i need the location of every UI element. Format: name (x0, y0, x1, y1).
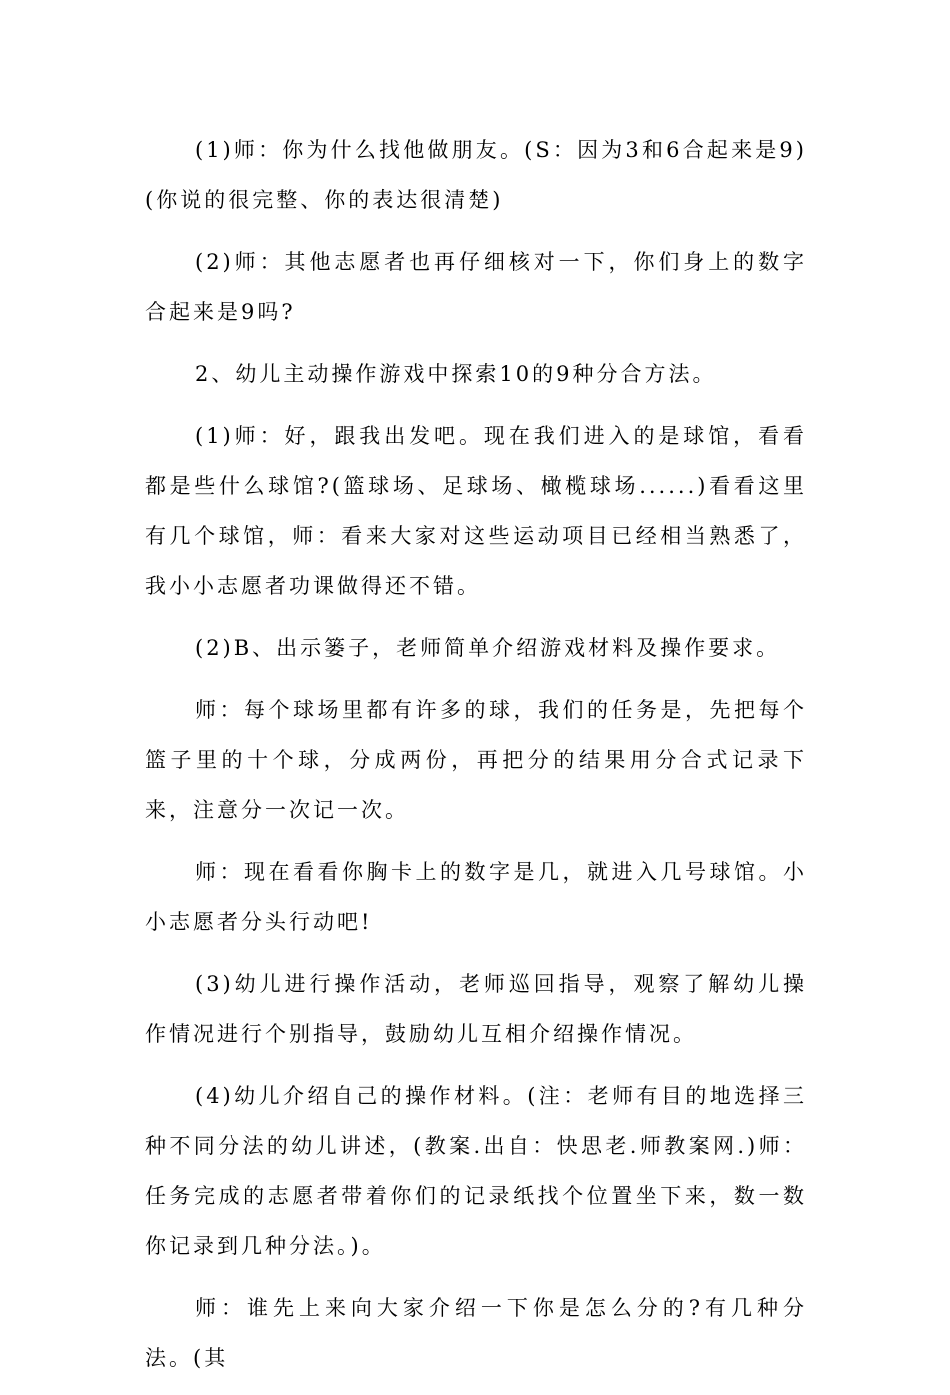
paragraph: 师：谁先上来向大家介绍一下你是怎么分的?有几种分法。(其 (145, 1296, 807, 1370)
paragraph: 2、幼儿主动操作游戏中探索10的9种分合方法。 (195, 362, 717, 386)
paragraph: (3)幼儿进行操作活动，老师巡回指导，观察了解幼儿操作情况进行个别指导，鼓励幼儿互相介绍操作情况。 (145, 972, 807, 1046)
document-body (145, 125, 807, 1395)
paragraph: 师：每个球场里都有许多的球，我们的任务是，先把每个篮子里的十个球，分成两份，再把分的结果用分合式记录下来，注意分一次记一次。 (145, 698, 807, 822)
paragraph: (4)幼儿介绍自己的操作材料。(注：老师有目的地选择三种不同分法的幼儿讲述，(教案.出自：快思老.师教案网.)师：任务完成的志愿者带着你们的记录纸找个位置坐下来，数一数你记录到几种分法。)。 (145, 1084, 807, 1258)
paragraph: (2)师：其他志愿者也再仔细核对一下，你们身上的数字合起来是9吗? (145, 250, 807, 324)
paragraph: 师：现在看看你胸卡上的数字是几，就进入几号球馆。小小志愿者分头行动吧! (145, 860, 807, 934)
paragraph: (2)B、出示篓子，老师简单介绍游戏材料及操作要求。 (195, 636, 781, 660)
paragraph: (1)师：你为什么找他做朋友。(S：因为3和6合起来是9)(你说的很完整、你的表达很清楚) (145, 138, 807, 212)
paragraph: (1)师：好，跟我出发吧。现在我们进入的是球馆，看看都是些什么球馆?(篮球场、足球场、橄榄球场......)看看这里有几个球馆，师：看来大家对这些运动项目已经相当熟悉了，我小小志愿者功课做得还不错。 (145, 424, 807, 598)
